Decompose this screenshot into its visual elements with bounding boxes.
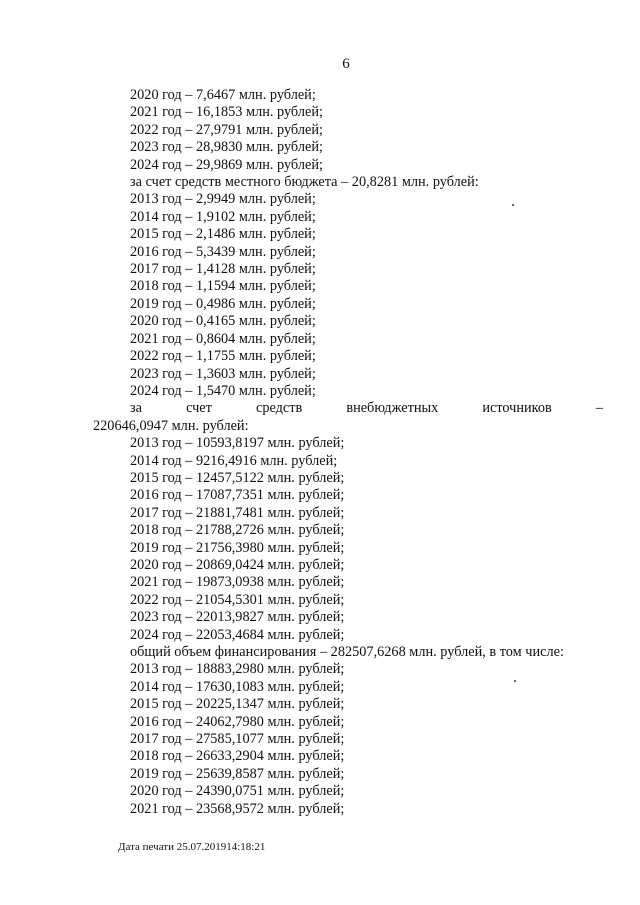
text-line: 2017 год – 27585,1077 млн. рублей;: [130, 731, 345, 748]
text-line: 2014 год – 9216,4916 млн. рублей;: [130, 452, 338, 469]
heading-word: счет: [186, 400, 212, 417]
offbudget-heading-line: [93, 400, 603, 417]
text-line: 2023 год – 28,9830 млн. рублей;: [130, 139, 323, 156]
text-line: общий объем финансирования – 282507,6268 млн. рублей, в том числе:: [130, 644, 564, 660]
text-line: 2013 год – 10593,8197 млн. рублей;: [130, 435, 345, 452]
text-line: за счет средств местного бюджета – 20,8281 млн. рублей:: [130, 174, 479, 191]
heading-word: средств: [255, 400, 303, 417]
text-line: 2021 год – 19873,0938 млн. рублей;: [130, 574, 345, 591]
text-line: 2019 год – 25639,8587 млн. рублей;: [130, 765, 345, 782]
text-line: 2020 год – 7,6467 млн. рублей;: [130, 87, 316, 103]
text-line: 2015 год – 2,1486 млн. рублей;: [130, 226, 316, 243]
text-line: 2016 год – 17087,7351 млн. рублей;: [130, 487, 345, 504]
text-line: 2021 год – 16,1853 млн. рублей;: [130, 104, 323, 121]
text-line: 2014 год – 1,9102 млн. рублей;: [130, 208, 316, 225]
text-line: 2022 год – 1,1755 млн. рублей;: [130, 348, 316, 365]
print-date-footer: Дата печати 25.07.201914:18:21: [118, 841, 266, 853]
text-line: 2016 год – 5,3439 млн. рублей;: [130, 243, 316, 260]
text-line: 2020 год – 0,4165 млн. рублей;: [130, 313, 316, 330]
text-line: 2016 год – 24062,7980 млн. рублей;: [130, 713, 345, 730]
text-line: 2021 год – 0,8604 млн. рублей;: [130, 330, 316, 347]
page-number: 6: [342, 56, 350, 72]
text-line: 2015 год – 20225,1347 млн. рублей;: [130, 696, 345, 713]
text-line: 2024 год – 22053,4684 млн. рублей;: [130, 626, 345, 643]
text-line: 2020 год – 24390,0751 млн. рублей;: [130, 783, 345, 800]
text-line: 2017 год – 21881,7481 млн. рублей;: [130, 504, 345, 521]
text-line: 2018 год – 26633,2904 млн. рублей;: [130, 748, 345, 765]
text-line: 2018 год – 1,1594 млн. рублей;: [130, 278, 316, 295]
text-line: 2024 год – 1,5470 млн. рублей;: [130, 382, 316, 399]
text-line: 2022 год – 27,9791 млн. рублей;: [130, 121, 323, 138]
document-body: [93, 87, 603, 818]
scan-speck: [514, 680, 516, 682]
text-line: 2023 год – 22013,9827 млн. рублей;: [130, 609, 345, 626]
text-line: 2019 год – 21756,3980 млн. рублей;: [130, 539, 345, 556]
text-line: 2015 год – 12457,5122 млн. рублей;: [130, 469, 345, 486]
funding-list-offbudget-and-total: [93, 435, 603, 818]
heading-word: источников: [482, 400, 552, 417]
heading-word: –: [595, 400, 603, 417]
text-line: 2022 год – 21054,5301 млн. рублей;: [130, 591, 345, 608]
text-line: 2013 год – 18883,2980 млн. рублей;: [130, 661, 345, 678]
text-line: 2018 год – 21788,2726 млн. рублей;: [130, 522, 345, 539]
text-line: 2019 год – 0,4986 млн. рублей;: [130, 295, 316, 312]
heading-word: за: [130, 400, 142, 417]
offbudget-heading-continuation: 220646,0947 млн. рублей:: [93, 417, 249, 434]
text-line: 2020 год – 20869,0424 млн. рублей;: [130, 556, 345, 573]
text-line: 2021 год – 23568,9572 млн. рублей;: [130, 800, 345, 817]
heading-word: внебюджетных: [346, 400, 439, 417]
text-line: 2023 год – 1,3603 млн. рублей;: [130, 365, 316, 382]
text-line: 2014 год – 17630,1083 млн. рублей;: [130, 678, 345, 695]
text-line: 2024 год – 29,9869 млн. рублей;: [130, 156, 323, 173]
text-line: 2017 год – 1,4128 млн. рублей;: [130, 261, 316, 278]
scan-speck: [512, 204, 514, 206]
text-line: 2013 год – 2,9949 млн. рублей;: [130, 191, 316, 208]
funding-list-local: [93, 87, 603, 400]
